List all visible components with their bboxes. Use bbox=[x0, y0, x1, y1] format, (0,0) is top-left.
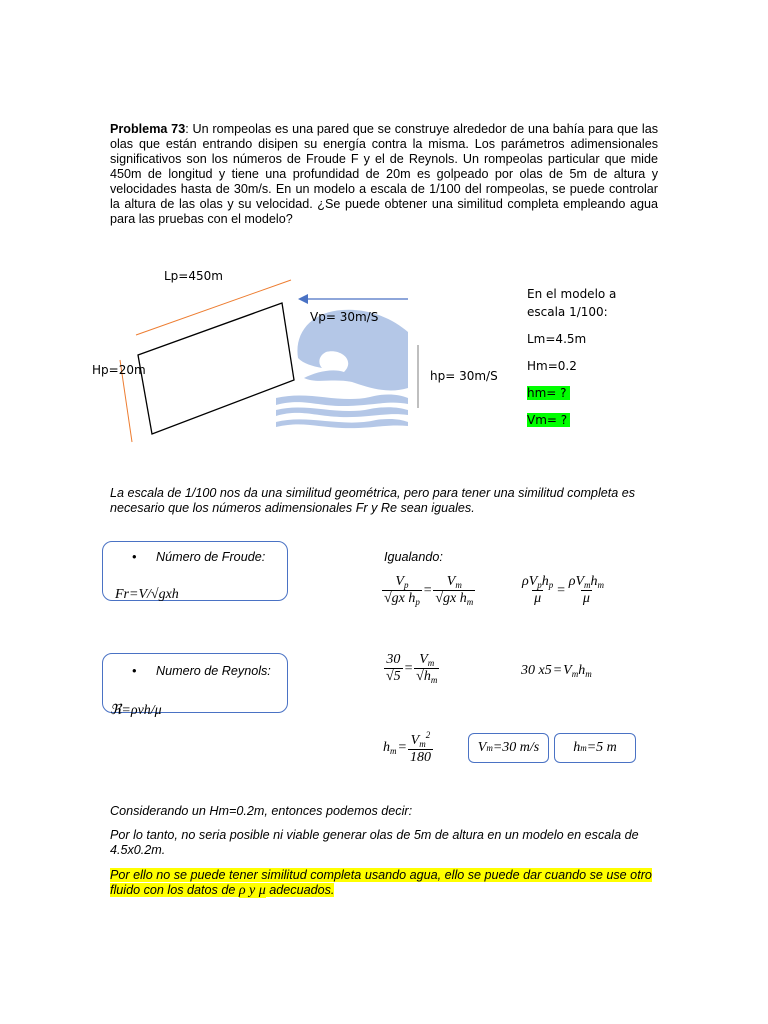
froude-formula: Fr=V/√gxh bbox=[115, 587, 179, 602]
hm-equation: $h_m=$ $\frac{V_m^2}{180}$ bbox=[383, 730, 431, 765]
model-hm-question: hm= ? bbox=[527, 386, 570, 400]
hm-result-box: h m =5 m bbox=[554, 733, 636, 763]
model-lm: Lm=4.5m bbox=[527, 332, 587, 346]
model-hm: Hm=0.2 bbox=[527, 359, 577, 373]
intro-paragraph: La escala de 1/100 nos da una similitud geométrica, pero para tener una similitud completa es necesario que los números adimensionales Fr y Re sean iguales. bbox=[110, 486, 636, 515]
wave-stripe bbox=[276, 407, 408, 417]
froude-equality: $\frac{V_p}{√gx h_p}$ = $\frac{V_m}{√gx h_m}$ bbox=[384, 574, 474, 607]
conclusion-3 bbox=[110, 868, 658, 898]
froude-label: Número de Froude: bbox=[156, 550, 266, 564]
vp-label: Vp= 30m/S bbox=[310, 310, 379, 324]
lp-label: Lp=450m bbox=[164, 269, 223, 283]
conclusion-3a: Por ello no se puede tener similitud completa usando agua, ello se puede dar cuando se use otro fluido con los datos de bbox=[110, 868, 652, 897]
igualando-label: Igualando: bbox=[384, 550, 443, 564]
model-vm-question: Vm= ? bbox=[527, 413, 570, 427]
wave-height-label: hp= 30m/S bbox=[430, 369, 498, 383]
reynolds-equality: $\frac{\rho V_ph_p}{\mu}$ = $\frac{\rho V_mh_m}{\mu}$ bbox=[522, 574, 605, 606]
reynolds-formula: ℜ=ρvh/μ bbox=[110, 703, 162, 718]
hp-label: Hp=20m bbox=[92, 363, 146, 377]
conclusion-1: Considerando un Hm=0.2m, entonces podemos decir: bbox=[110, 804, 413, 818]
vm-result-box: V m =30 m/s bbox=[468, 733, 549, 763]
problem-title: Problema 73 bbox=[110, 122, 186, 136]
reynolds-bullet: • bbox=[132, 664, 137, 678]
product-equation: 30 $x5=V_mh_m$ bbox=[521, 663, 592, 680]
conclusion-2: Por lo tanto, no seria posible ni viable generar olas de 5m de altura en un modelo en escala de 4.5x0.2m. bbox=[110, 828, 639, 857]
model-line-2: escala 1/100: bbox=[527, 305, 608, 319]
conclusion-3b: adecuados. bbox=[265, 883, 335, 897]
problem-statement bbox=[110, 122, 658, 227]
reynolds-label: Numero de Reynols: bbox=[156, 664, 271, 678]
velocity-ratio-equation: $\frac{30}{√5}$ = $\frac{V_m}{√h_m}$ bbox=[386, 652, 438, 685]
breakwater-diagram bbox=[80, 260, 440, 460]
conclusion-3-symbols: ρ y μ bbox=[238, 883, 266, 898]
breakwater-block bbox=[138, 303, 294, 434]
model-line-1: En el modelo a bbox=[527, 287, 617, 301]
wave-stripe bbox=[276, 419, 408, 428]
froude-bullet: • bbox=[132, 550, 137, 564]
problem-text: : Un rompeolas es una pared que se construye alrededor de una bahía para que las olas que están entrando disipen su energía contra la misma. Los parámetros adimensionales significativos son los números de Froude F y el de Reynols. Un rompeolas particular que mide 450m de longitud y tiene una profundidad de 20m es golpeado por olas de 5m de altura y velocidades hasta de 30m/s. En un modelo a escala de 1/100 del rompeolas, se puede controlar la altura de las olas y su velocidad. ¿Se puede obtener una similitud completa empleando agua para las pruebas con el modelo? bbox=[110, 122, 658, 226]
wave-stripe bbox=[276, 394, 408, 406]
velocity-arrow-head bbox=[298, 294, 308, 304]
